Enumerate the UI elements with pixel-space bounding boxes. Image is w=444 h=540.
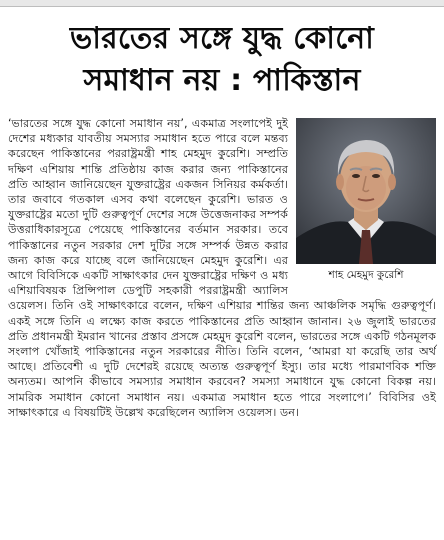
headline-line-1: ভারতের সঙ্গে যুদ্ধ কোনো [69, 21, 375, 56]
article-text: ‘ভারতের সঙ্গে যুদ্ধ কোনো সমাধান নয়’, একমাত্র সংলাপেই দুই দেশের মধ্যকার যাবতীয় সমস্যার সমাধান হতে পারে বলে মন্তব্য করেছেন পাকিস্তানের পররাষ্ট্রমন্ত্রী শাহ মেহমুদ কুরেশি। সম্প্রতি দক্ষিণ এশিয়ায় শান্তি প্রতিষ্ঠায় কাজ করার জন্য পাকিস্তানের প্রতি আহ্বান জানিয়েছেন যুক্তরাষ্ট্রের একজন সিনিয়র কর্মকর্তা। তার জবাবে গতকাল এসব কথা বলেছেন কুরেশি। ভারত ও যুক্তরাষ্ট্রের মতো দুটি গুরুত্বপূর্ণ দেশের সঙ্গে উত্তেজনাকর সম্পর্ক উত্তরাধিকারসূত্রে পেয়েছে পাকিস্তানের বর্তমান সরকার। তবে পাকিস্তানের নতুন সরকার দেশ দুটির সঙ্গে সম্পর্ক উন্নত করার জন্য কাজ করে যাচ্ছে বলে জানিয়েছেন মেহমুদ কুরেশি। এর আগে বিবিসিকে একটি সাক্ষাৎকার দেন যুক্তরাষ্ট্রের দক্ষিণ ও মধ্য এশিয়াবিষয়ক প্রিন্সিপাল ডেপুটি সহকারী পররাষ্ট্রমন্ত্রী অ্যালিস ওয়েলস। তিনি ওই সাক্ষাৎকারে বলেন, দক্ষিণ এশিয়ার শান্তির জন্য আঞ্চলিক সমৃদ্ধি গুরুত্বপূর্ণ। একই সঙ্গে তিনি এ লক্ষ্যে কাজ করতে পাকিস্তানের প্রতি আহ্বান জানান। ২৬ জুলাই ভারতের প্রতি প্রধানমন্ত্রী ইমরান খানের প্রস্তাব প্রসঙ্গে মেহমুদ কুরেশি বলেন, ভারতের সঙ্গে একটি গঠনমূলক সংলাপ খোঁজাই পাকিস্তানের নতুন সরকারের নীতি। তিনি বলেন, ‘আমরা যা করেছি তার অর্থ আছে। প্রতিবেশী এ দুটি দেশেরই রয়েছে অত্যন্ত গুরুত্বপূর্ণ ইস্যু। তার মধ্যে পারমাণবিক শক্তি অন্যতম। আপনি কীভাবে সমস্যার সমাধান করবেন? সমস্যা সমাধানে যুদ্ধ কোনো বিকল্প নয়। সামরিক সমাধান কোনো সমাধান নয়। একমাত্র সমাধান হতে পারে সংলাপে।’ বিবিসির ওই সাক্ষাৎকারে এ বিষয়টিই উল্লেখ করেছিলেন অ্যালিস ওয়েলস। ডন। [8, 117, 436, 419]
portrait-photo [296, 118, 436, 264]
article-body-container [8, 116, 436, 420]
photo-caption: শাহ মেহমুদ কুরেশি [328, 269, 404, 281]
portrait-illustration [296, 118, 436, 264]
headline [0, 18, 444, 102]
photo-figure [296, 118, 436, 292]
headline-line-2: সমাধান নয় : পাকিস্তান [83, 63, 361, 98]
page-top-strip [0, 0, 444, 7]
